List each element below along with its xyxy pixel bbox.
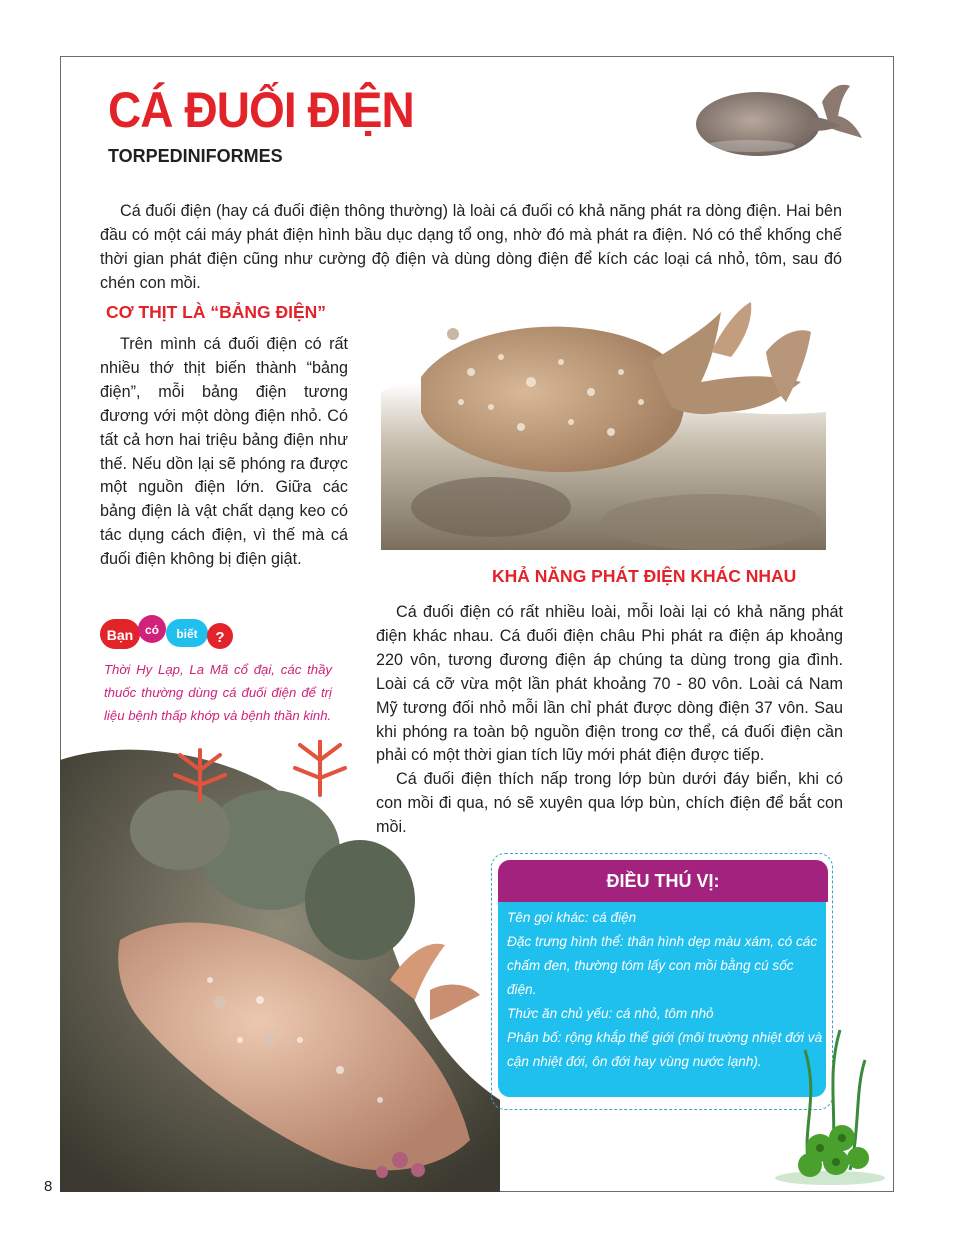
did-you-know-text: Thời Hy Lạp, La Mã cổ đại, các thầy thuốc thường dùng cá đuối điện để trị liệu bệnh thấp khớp và bệnh thần kinh.	[104, 662, 332, 723]
section1-heading: CƠ THỊT LÀ “BẢNG ĐIỆN”	[106, 302, 327, 322]
reef-ray-photo	[60, 740, 500, 1192]
seaweed-decoration	[770, 1010, 890, 1185]
did-you-know-badge	[100, 613, 240, 653]
electric-ray-photo	[381, 302, 826, 550]
fact-item-diet: Thức ăn chủ yếu: cá nhỏ, tôm nhỏ	[507, 1006, 714, 1021]
badge-question-mark: ?	[215, 629, 225, 646]
section2-heading: KHẢ NĂNG PHÁT ĐIỆN KHÁC NHAU	[492, 566, 797, 586]
scientific-name: TORPEDINIFORMES	[108, 146, 283, 166]
badge-word-ban: Bạn	[106, 627, 134, 643]
badge-word-biet: biết	[176, 627, 198, 641]
page-number: 8	[44, 1178, 53, 1195]
fact-item-features: Đặc trưng hình thể: thân hình dẹp màu xám, có các chấm đen, thường tóm lấy con mồi bằng cú sốc điện.	[507, 934, 818, 997]
fun-facts-heading: ĐIỀU THÚ VỊ:	[498, 860, 828, 902]
electric-ray-small-image	[690, 76, 870, 176]
fact-item-distribution: Phân bố: rộng khắp thế giới (môi trường nhiệt đới và cận nhiệt đới, ôn đới hay vùng nước lạnh).	[507, 1030, 823, 1069]
section1-body: Trên mình cá đuối điện có rất nhiều thớ thịt biến thành “bảng điện”, mỗi bảng điện tương đương với một dòng điện nhỏ. Có tất cả hơn hai triệu bảng điện như thế. Nếu dồn lại sẽ phóng ra được một nguồn điện lớn. Giữa các bảng điện là vật chất dạng keo có tác dụng cách điện, vì thế mà cá đuối điện không bị điện giật.	[100, 335, 348, 569]
fact-item-other-name: Tên gọi khác: cá điện	[507, 910, 637, 925]
section2-paragraph: Cá đuối điện thích nấp trong lớp bùn dưới đáy biển, khi có con mồi đi qua, nó sẽ xuyên qua lớp bùn, chích điện để bắt con mồi.	[376, 770, 843, 837]
section2-paragraph: Cá đuối điện có rất nhiều loài, mỗi loài lại có khả năng phát điện khác nhau. Cá đuối điện châu Phi phát ra điện áp khoảng 220 vôn, tương đương điện áp chúng ta dùng trong gia đình. Loài cá cỡ vừa một lần phát khoảng 70 - 80 vôn. Loài cá Nam Mỹ tương đối nhỏ mỗi lần chỉ phát được dòng điện 37 vôn. Sau khi phóng ra toàn bộ nguồn điện trong cơ thể, cá đuối điện cần phải có một thời gian tích lũy mới phát điện được tiếp.	[376, 603, 843, 765]
badge-word-co: có	[144, 623, 160, 637]
intro-paragraph: Cá đuối điện (hay cá đuối điện thông thường) là loài cá đuối có khả năng phát ra dòng điện. Hai bên đầu có một cái máy phát điện hình bầu dục dạng tổ ong, nhờ đó mà phát ra điện. Nó có thể khống chế thời gian phát điện cũng như cường độ điện và dùng dòng điện để kích các loại cá nhỏ, tôm, sau đó chén con mồi.	[100, 202, 842, 292]
page-title: CÁ ĐUỐI ĐIỆN	[108, 82, 414, 138]
